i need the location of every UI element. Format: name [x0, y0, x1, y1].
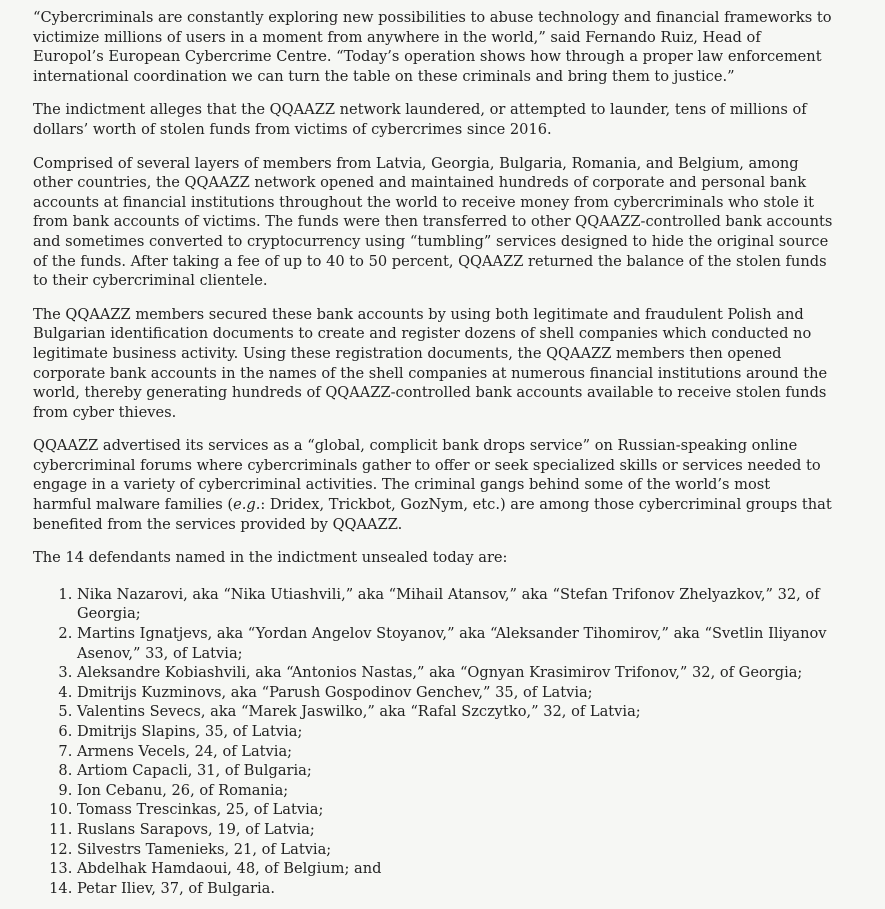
defendants-list: [33, 585, 833, 899]
defendant-item: 10. Tomass Trescinkas, 25, of Latvia;: [77, 800, 833, 820]
paragraph-bank-accounts: The QQAAZZ members secured these bank accounts by using both legitimate and fraudulent Polish and Bulgarian identification documents to create and register dozens of shell companies which conducted no legitimate business activity. Using these registration documents, the QQAAZZ members then opened corporate bank accounts in the names of the shell companies at numerous financial institutions around the world, thereby generating hundreds of QQAAZZ-controlled bank accounts available to receive stolen funds from cyber thieves.: [33, 305, 828, 421]
paragraph-advertised-services-part1: QQAAZZ advertised its services as a “global, complicit bank drops service” on Russian-speaking online cybercriminal forums where cybercriminals gather to offer or seek specialized skills or services needed to engage in a variety of cybercriminal activities. The criminal gangs behind some of the world’s most harmful malware families (: [33, 437, 821, 514]
paragraph-defendants-intro: The 14 defendants named in the indictment unsealed today are:: [33, 549, 508, 567]
defendant-item: 1. Nika Nazarovi, aka “Nika Utiashvili,” aka “Mihail Atansov,” aka “Stefan Trifonov Zhelyazkov,” 32, of Georgia;: [77, 585, 833, 624]
defendant-item: 6. Dmitrijs Slapins, 35, of Latvia;: [77, 722, 833, 742]
paragraph-advertised-services: [33, 436, 833, 534]
defendant-item: 5. Valentins Sevecs, aka “Marek Jaswilko,” aka “Rafal Szczytko,” 32, of Latvia;: [77, 702, 833, 722]
article-body: [33, 8, 833, 898]
paragraph-indictment-allegation: The indictment alleges that the QQAAZZ network laundered, or attempted to launder, tens of millions of dollars’ worth of stolen funds from victims of cybercrimes since 2016.: [33, 101, 807, 138]
defendant-item: 13. Abdelhak Hamdaoui, 48, of Belgium; and: [77, 859, 833, 879]
defendant-item: 4. Dmitrijs Kuzminovs, aka “Parush Gospodinov Genchev,” 35, of Latvia;: [77, 683, 833, 703]
paragraph-advertised-services-part2: : Dridex, Trickbot, GozNym, etc.) are among those cybercriminal groups that benefited from the services provided by QQAAZZ.: [33, 496, 832, 533]
paragraph-europol-quote: “Cybercriminals are constantly exploring new possibilities to abuse technology and financial frameworks to victimize millions of users in a moment from anywhere in the world,” said Fernando Ruiz, Head of Europol’s European Cybercrime Centre. “Today’s operation shows how through a proper law enforcement international coordination we can turn the table on these criminals and bring them to justice.”: [33, 9, 832, 85]
paragraph-network-structure: Comprised of several layers of members from Latvia, Georgia, Bulgaria, Romania, and Belgium, among other countries, the QQAAZZ network opened and maintained hundreds of corporate and personal bank accounts at financial institutions throughout the world to receive money from cybercriminals who stole it from bank accounts of victims. The funds were then transferred to other QQAAZZ-controlled bank accounts and sometimes converted to cryptocurrency using “tumbling” services designed to hide the original source of the funds. After taking a fee of up to 40 to 50 percent, QQAAZZ returned the balance of the stolen funds to their cybercriminal clientele.: [33, 154, 833, 290]
defendant-item: 11. Ruslans Sarapovs, 19, of Latvia;: [77, 820, 833, 840]
defendant-item: 12. Silvestrs Tamenieks, 21, of Latvia;: [77, 840, 833, 860]
defendant-item: 9. Ion Cebanu, 26, of Romania;: [77, 781, 833, 801]
defendant-item: 14. Petar Iliev, 37, of Bulgaria.: [77, 879, 833, 899]
paragraph-advertised-services-eg: e.g.: [233, 496, 261, 514]
defendant-item: 7. Armens Vecels, 24, of Latvia;: [77, 742, 833, 762]
defendant-item: 3. Aleksandre Kobiashvili, aka “Antonios Nastas,” aka “Ognyan Krasimirov Trifonov,” 32, of Georgia;: [77, 663, 833, 683]
defendant-item: 2. Martins Ignatjevs, aka “Yordan Angelov Stoyanov,” aka “Aleksander Tihomirov,” aka “Svetlin Iliyanov Asenov,” 33, of Latvia;: [77, 624, 833, 663]
defendant-item: 8. Artiom Capacli, 31, of Bulgaria;: [77, 761, 833, 781]
